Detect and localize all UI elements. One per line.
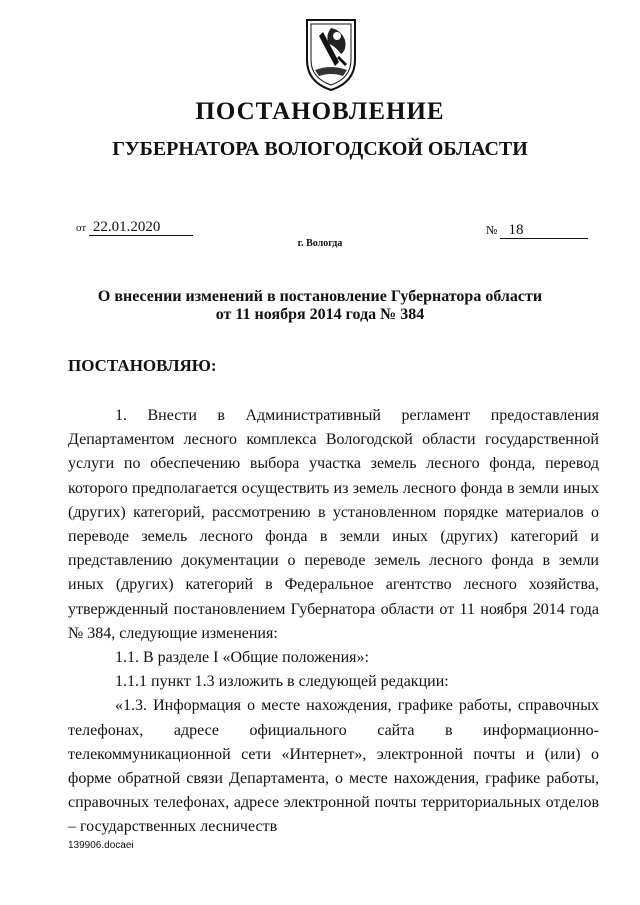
document-number: [486, 222, 588, 239]
number-prefix: №: [486, 223, 498, 237]
document-body: [68, 404, 599, 840]
document-title: ПОСТАНОВЛЕНИЕ: [195, 98, 445, 125]
paragraph-3: 1.1.1 пункт 1.3 изложить в следующей редакции:: [115, 673, 449, 691]
date-value: 22.01.2020: [89, 219, 193, 236]
decree-heading: ПОСТАНОВЛЯЮ:: [68, 356, 217, 375]
document-city: г. Вологда: [297, 238, 343, 249]
coat-of-arms-emblem: [301, 14, 361, 94]
document-issuer: ГУБЕРНАТОРА ВОЛОГОДСКОЙ ОБЛАСТИ: [112, 138, 528, 160]
subject-line-1: О внесении изменений в постановление Губернатора области: [97, 288, 543, 305]
document-date: [76, 219, 193, 236]
number-value: 18: [500, 222, 588, 239]
paragraph-2: 1.1. В разделе I «Общие положения»:: [115, 649, 369, 667]
document-subject: [0, 288, 640, 324]
date-prefix: от: [76, 222, 87, 234]
paragraph-4: «1.3. Информация о месте нахождения, графике работы, справочных телефонах, адресе официального сайта в информационно-телекоммуникационной сети «Интернет», электронной почты и (или) о форме обратной связи Департамента, о месте нахождения, графике работы, справочных телефонах, адресе электронной почты территориальных отделов – государственных лесничеств: [68, 697, 599, 836]
subject-line-2: от 11 ноября 2014 года № 384: [215, 306, 425, 323]
paragraph-1: 1. Внести в Административный регламент предоставления Департаментом лесного комплекса Вологодской области государственной услуги по обеспечению выбора участка земель лесного фонда, перевод которого предполагается осуществить из земель лесного фонда в земли иных (других) категорий, рассмотрению в установленном порядке материалов о переводе земель лесного фонда в земли иных (других) категорий и представлению документации о переводе земель лесного фонда в земли иных (других) категорий в Федеральное агентство лесного хозяйства, утвержденный постановлением Губернатора области от 11 ноября 2014 года № 384, следующие изменения:: [68, 407, 599, 642]
document-code: 139906.docaei: [68, 840, 134, 851]
